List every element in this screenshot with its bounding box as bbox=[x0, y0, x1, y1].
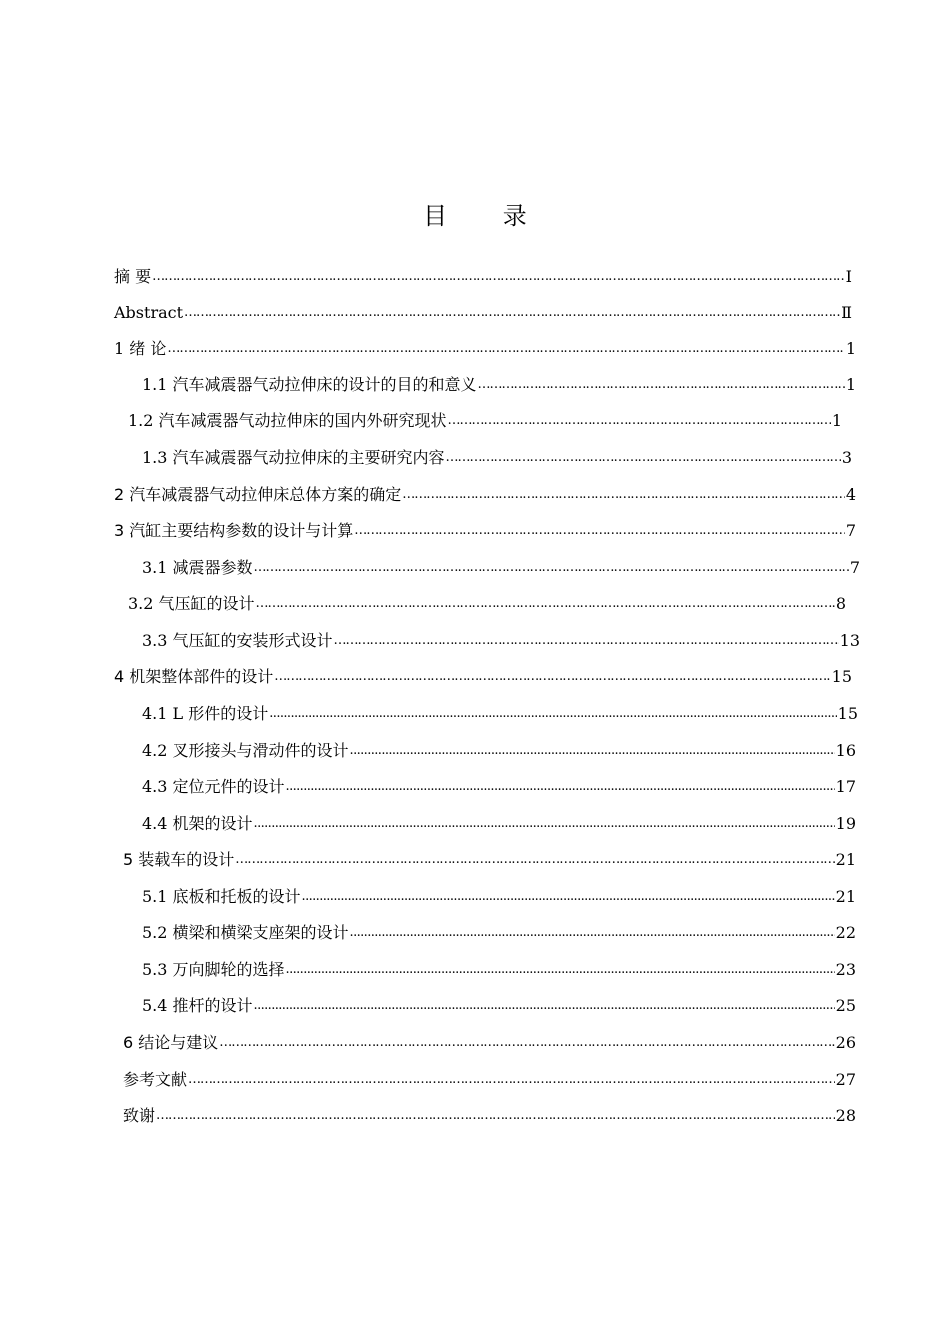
toc-entry[interactable] bbox=[114, 482, 856, 508]
toc-entry[interactable] bbox=[142, 555, 860, 581]
toc-entry-label: 5.1 底板和托板的设计 bbox=[142, 887, 301, 906]
toc-entry-label: 5 装载车的设计 bbox=[123, 850, 235, 869]
toc-entry-page-number: 23 bbox=[835, 960, 856, 979]
toc-entry[interactable] bbox=[114, 664, 852, 690]
toc-entry-page-number: 21 bbox=[835, 850, 856, 869]
toc-entry-label: 4.1 L 形件的设计 bbox=[142, 704, 269, 723]
toc-entry-page-number: Ⅱ bbox=[841, 303, 852, 322]
toc-entry[interactable] bbox=[142, 701, 858, 727]
toc-entry-label: 2 汽车减震器气动拉伸床总体方案的确定 bbox=[114, 485, 402, 504]
toc-entry-page-number: 1 bbox=[831, 411, 842, 430]
toc-entry-label: 5.2 横梁和横梁支座架的设计 bbox=[142, 923, 349, 942]
toc-dot-leader bbox=[354, 518, 845, 544]
toc-entry[interactable] bbox=[142, 957, 856, 983]
toc-entry-page-number: 15 bbox=[837, 704, 858, 723]
toc-entry-page-number: 17 bbox=[835, 777, 856, 796]
toc-entry-page-number: 1 bbox=[845, 375, 856, 394]
toc-entry[interactable] bbox=[142, 920, 856, 946]
toc-entry-label: 1 绪 论 bbox=[114, 339, 167, 358]
toc-entry-page-number: 19 bbox=[835, 814, 856, 833]
toc-entry[interactable] bbox=[142, 811, 856, 837]
toc-entry-label: 4.4 机架的设计 bbox=[142, 814, 253, 833]
toc-entry-label: 5.3 万向脚轮的选择 bbox=[142, 960, 285, 979]
toc-dot-leader bbox=[254, 993, 835, 1019]
toc-entry[interactable] bbox=[114, 264, 852, 290]
toc-entry-label: Abstract bbox=[114, 303, 184, 322]
toc-entry-label: 3.2 气压缸的设计 bbox=[128, 594, 255, 613]
toc-entry-page-number: 25 bbox=[835, 996, 856, 1015]
toc-entry[interactable] bbox=[142, 884, 856, 910]
toc-entry-label: 3 汽缸主要结构参数的设计与计算 bbox=[114, 521, 354, 540]
toc-dot-leader bbox=[286, 774, 835, 800]
toc-dot-leader bbox=[184, 300, 840, 326]
toc-dot-leader bbox=[448, 408, 831, 434]
toc-dot-leader bbox=[269, 701, 836, 727]
toc-entry-label: 摘 要 bbox=[114, 267, 152, 286]
toc-entry[interactable] bbox=[142, 738, 856, 764]
toc-dot-leader bbox=[219, 1030, 834, 1056]
toc-entry-page-number: 28 bbox=[835, 1106, 856, 1125]
toc-entry[interactable] bbox=[142, 372, 856, 398]
toc-dot-leader bbox=[167, 336, 844, 362]
toc-dot-leader bbox=[334, 628, 839, 654]
toc-entry-page-number: Ⅰ bbox=[845, 267, 852, 286]
toc-dot-leader bbox=[350, 920, 835, 946]
toc-entry[interactable] bbox=[114, 336, 856, 362]
toc-dot-leader bbox=[302, 884, 835, 910]
toc-dot-leader bbox=[188, 1067, 835, 1093]
toc-entry-page-number: 4 bbox=[845, 485, 856, 504]
toc-entry-page-number: 22 bbox=[835, 923, 856, 942]
toc-dot-leader bbox=[235, 847, 834, 873]
toc-entry-label: 4.3 定位元件的设计 bbox=[142, 777, 285, 796]
toc-entry-page-number: 16 bbox=[835, 741, 856, 760]
toc-entry-page-number: 26 bbox=[835, 1033, 856, 1052]
toc-entry-page-number: 3 bbox=[841, 448, 852, 467]
toc-entry-label: 6 结论与建议 bbox=[123, 1033, 219, 1052]
toc-entry[interactable] bbox=[142, 993, 856, 1019]
toc-entry-label: 1.1 汽车减震器气动拉伸床的设计的目的和意义 bbox=[142, 375, 477, 394]
toc-dot-leader bbox=[256, 591, 835, 617]
toc-dot-leader bbox=[254, 811, 835, 837]
toc-dot-leader bbox=[286, 957, 835, 983]
toc-entry[interactable] bbox=[142, 628, 860, 654]
toc-dot-leader bbox=[152, 264, 845, 290]
toc-entry-page-number: 1 bbox=[845, 339, 856, 358]
toc-entry[interactable] bbox=[128, 408, 842, 434]
toc-entry-label: 1.3 汽车减震器气动拉伸床的主要研究内容 bbox=[142, 448, 445, 467]
toc-entry[interactable] bbox=[142, 445, 852, 471]
toc-dot-leader bbox=[350, 738, 835, 764]
toc-entry[interactable] bbox=[123, 847, 856, 873]
toc-entry[interactable] bbox=[128, 591, 846, 617]
toc-dot-leader bbox=[402, 482, 845, 508]
toc-entry-label: 4 机架整体部件的设计 bbox=[114, 667, 274, 686]
toc-entry-page-number: 7 bbox=[845, 521, 856, 540]
toc-entry[interactable] bbox=[123, 1067, 856, 1093]
toc-entry-label: 5.4 推杆的设计 bbox=[142, 996, 253, 1015]
toc-entry-page-number: 13 bbox=[839, 631, 860, 650]
toc-entry-page-number: 21 bbox=[835, 887, 856, 906]
toc-entry-label: 3.3 气压缸的安装形式设计 bbox=[142, 631, 333, 650]
toc-entry[interactable] bbox=[142, 774, 856, 800]
toc-entry-label: 致谢 bbox=[123, 1106, 156, 1125]
toc-entry-page-number: 27 bbox=[835, 1070, 856, 1089]
toc-entry-label: 1.2 汽车减震器气动拉伸床的国内外研究现状 bbox=[128, 411, 447, 430]
toc-dot-leader bbox=[274, 664, 830, 690]
toc-entry-label: 参考文献 bbox=[123, 1070, 188, 1089]
toc-entry[interactable] bbox=[123, 1030, 856, 1056]
toc-entry-page-number: 15 bbox=[831, 667, 852, 686]
toc-entry-page-number: 8 bbox=[835, 594, 846, 613]
toc-dot-leader bbox=[446, 445, 841, 471]
toc-entry-label: 4.2 叉形接头与滑动件的设计 bbox=[142, 741, 349, 760]
toc-dot-leader bbox=[156, 1103, 835, 1129]
toc-dot-leader bbox=[254, 555, 849, 581]
toc-dot-leader bbox=[478, 372, 845, 398]
toc-entry[interactable] bbox=[123, 1103, 856, 1129]
toc-entry[interactable] bbox=[114, 300, 852, 326]
toc-entry[interactable] bbox=[114, 518, 856, 544]
toc-entry-label: 3.1 减震器参数 bbox=[142, 558, 253, 577]
page-title: 目 录 bbox=[423, 202, 551, 230]
toc-entry-page-number: 7 bbox=[849, 558, 860, 577]
